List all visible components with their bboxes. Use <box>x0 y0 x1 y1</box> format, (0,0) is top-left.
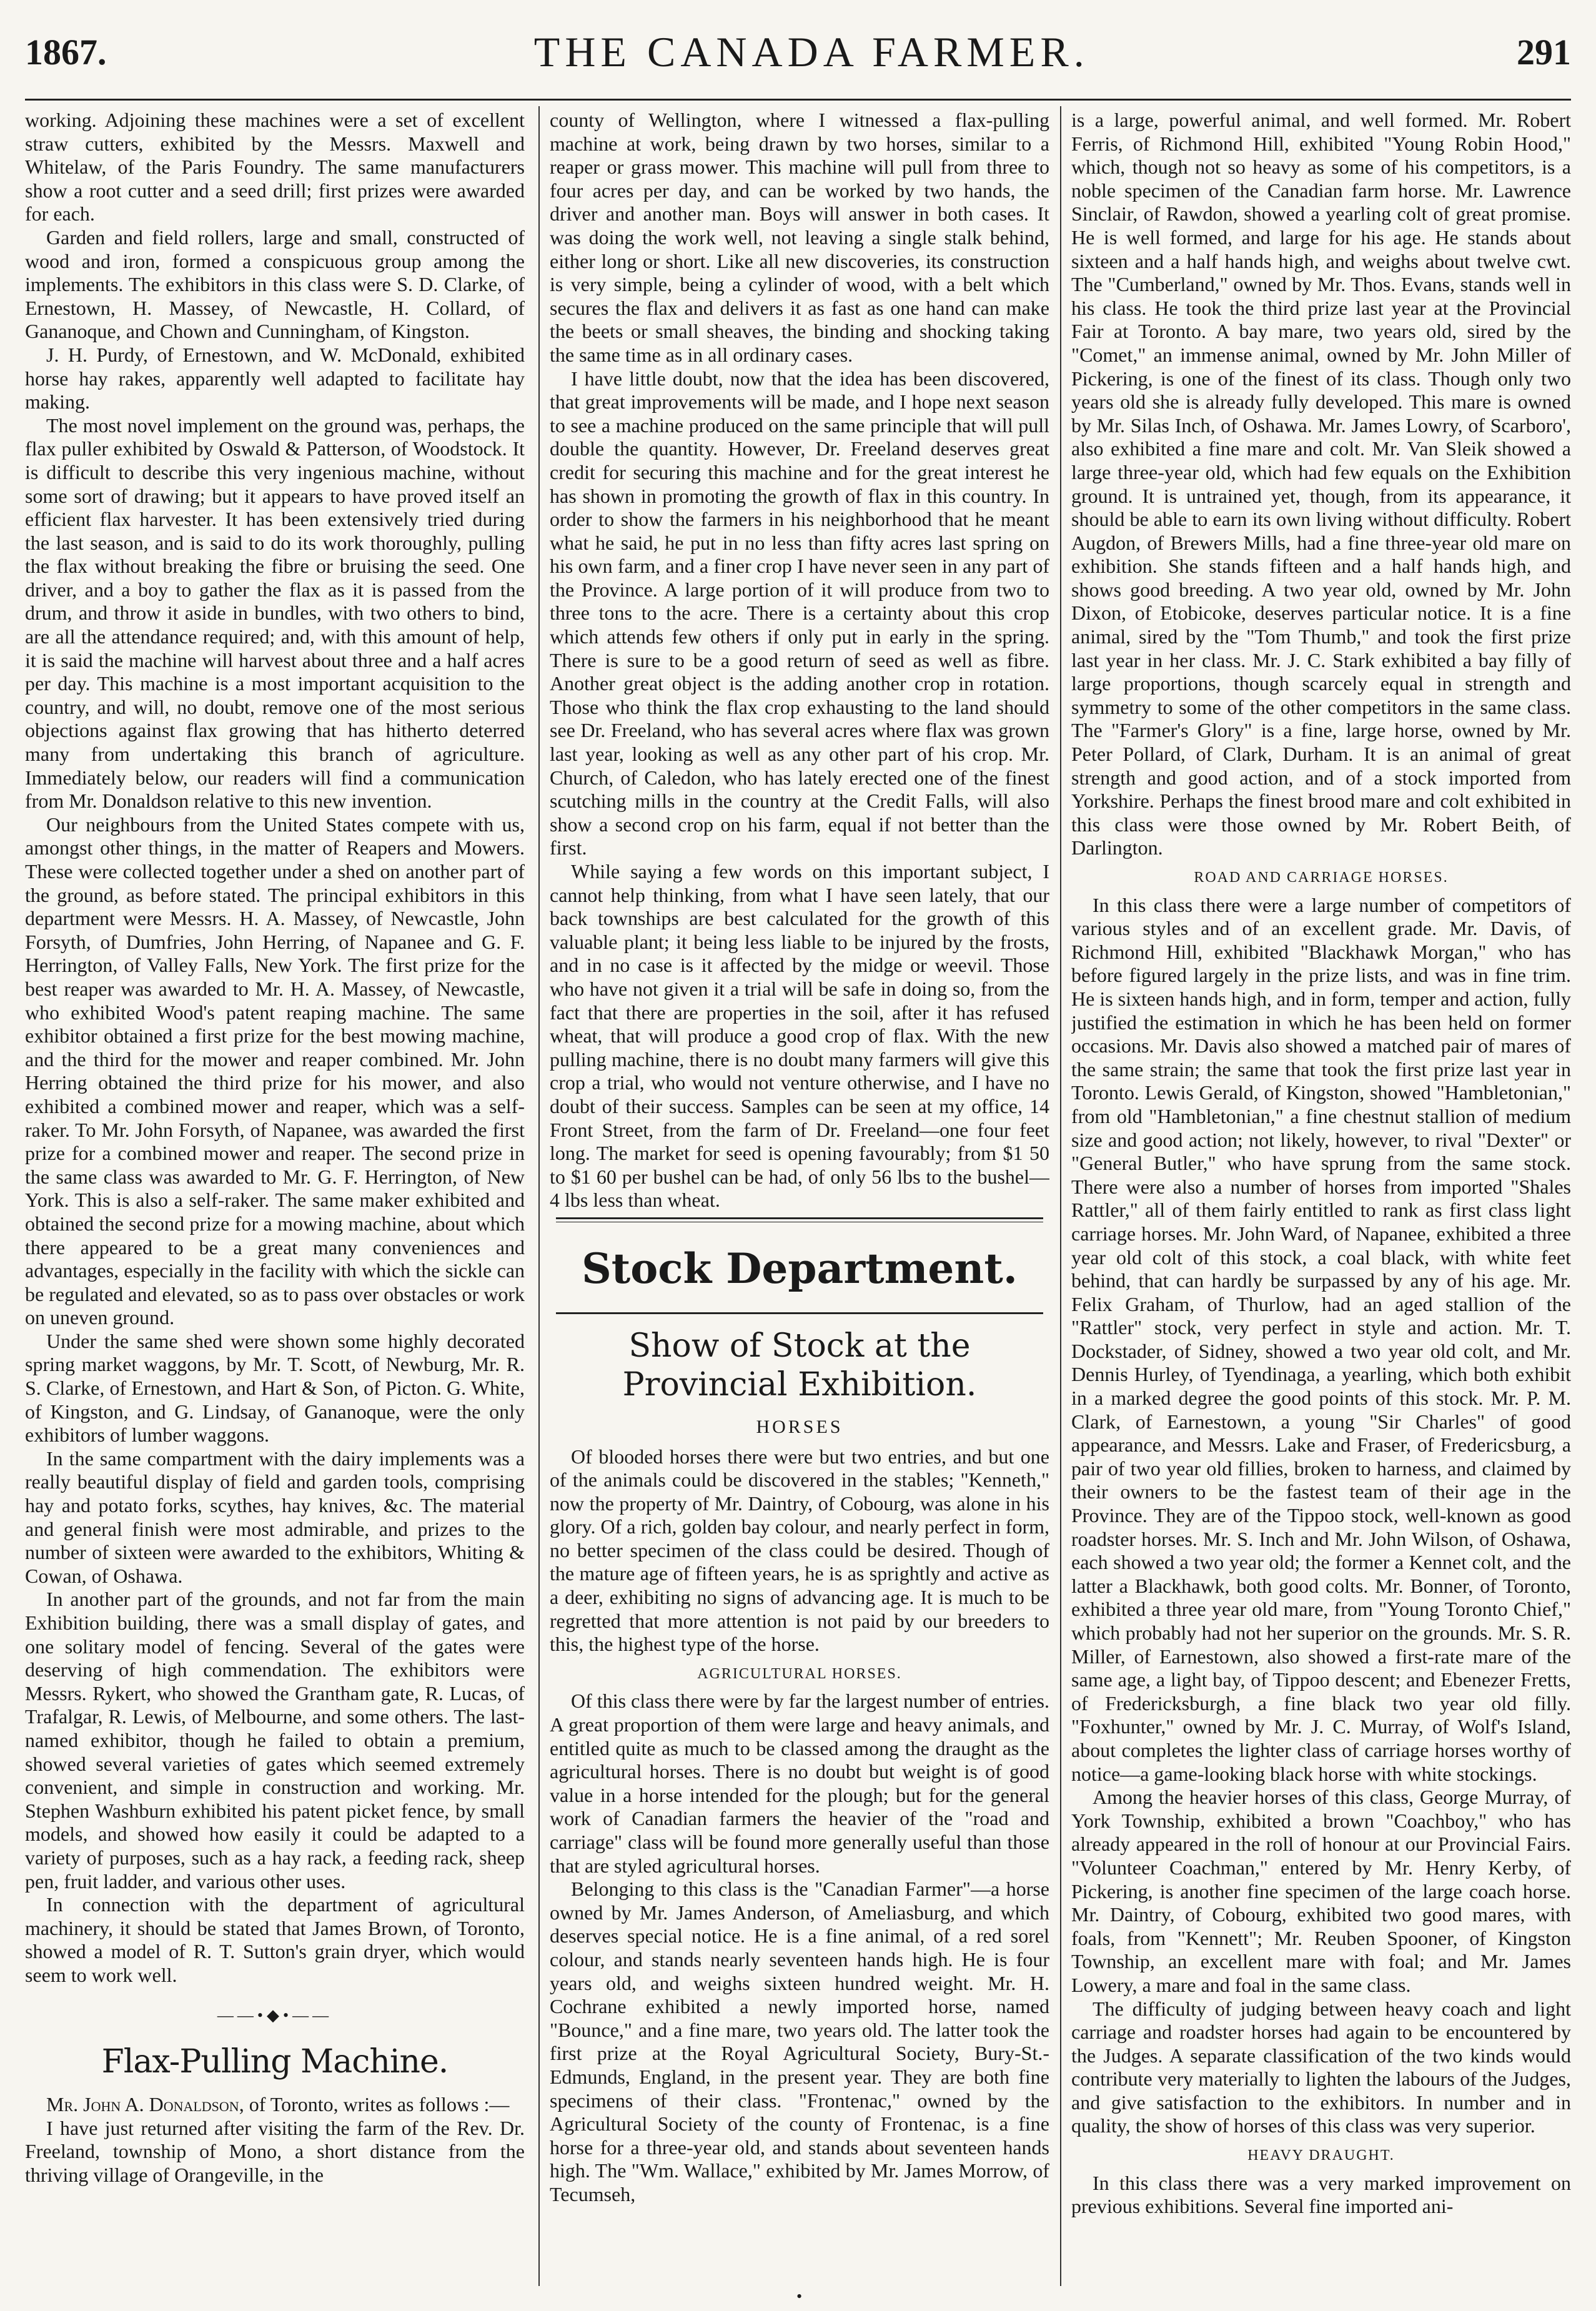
paragraph: The most novel implement on the ground was, perhaps, the flax puller exhibited by Oswald & Patterson, of Woodstock. It is difficult to describe this very ingenious machine, without some sort of drawing; but it appears to have proved itself an efficient flax harvester. It has been extensively tried during the last season, and is said to do its work thoroughly, pulling the flax without breaking the fibre or bruising the seed. One driver, and a boy to gather the flax as it is passed from the drum, and throw it aside in bundles, with two others to bind, are all the attendance required; and, with this amount of help, it is said the machine will harvest about three and a half acres per day. This machine is a most important acquisition to the country, and will, no doubt, remove one of the most serious objections against flax growing that has hitherto deterred many from undertaking this branch of agriculture. Immediately below, our readers will find a communication from Mr. Donaldson relative to this new invention. <box>25 413 525 813</box>
paragraph: In this class there were a large number of competitors of various styles and of an excellent grade. Mr. Davis, of Richmond Hill, exhibited "Blackhawk Morgan," who has before figured largely in the prize lists, and was in fine trim. He is sixteen hands high, and in form, temper and action, fully justified the estimation in which he has been held on former occasions. Mr. Davis also showed a matched pair of mares of the same strain; the same that took the first prize last year in Toronto. Lewis Gerald, of Kingston, showed "Hambletonian," from old "Hambletonian," a fine chestnut stallion of medium size and good action; not likely, however, to rival "Dexter" or "General Butler," who have sprung from the same stock. There were also a number of horses from imported "Shales Rattler," all of them fairly entitled to rank as first class light carriage horses. Mr. John Ward, of Napanee, exhibited a three year old colt of this stock, a coal black, with white feet behind, that can hardly be surpassed by any of his age. Mr. Felix Graham, of Thurlow, had an aged stallion of the "Rattler" stock, very perfect in style and action. Mr. T. Dockstader, of Sidney, showed a two year old colt, and Mr. Dennis Hurley, of Tyendinaga, a yearling, which both exhibit in a marked degree the good points of this stock. Mr. P. M. Clark, of Earnestown, a young "Sir Charles" of good appearance, and Messrs. Lake and Fraser, of Fredericsburg, a pair of two year old fillies, broken to harness, and claimed by their owners to be the fastest team of their age in the Province. They are of the Tippoo stock, well-known as good roadster horses. Mr. S. Inch and Mr. John Wilson, of Oshawa, each showed a two year old; the former a Kennet colt, and the latter a Blackhawk, both good colts. Mr. Bonner, of Toronto, exhibited a three year old mare, from "Young Toronto Chief," which probably had not her superior on the grounds. Mr. S. R. Miller, of Earnestown, also showed a first-rate mare of the same age, a light bay, of Tippoo descent; and Ebenezer Fretts, of Fredericksburgh, a fine black two year old filly. "Foxhunter," owned by Mr. J. C. Murray, of Wolf's Island, about completes the lighter class of carriage horses worthy of notice—a game-looking black horse with white stockings. <box>1071 893 1571 1785</box>
paragraph: J. H. Purdy, of Ernestown, and W. McDonald, exhibited horse hay rakes, apparently well adapted to facilitate hay making. <box>25 343 525 413</box>
paragraph: Of this class there were by far the largest number of entries. A great proportion of them were large and heavy animals, and entitled quite as much to be classed among the draught as the agricultural horses. There is no doubt but weight is of good value in a horse intended for the plough; but for the general work of Canadian farmers the heavier of the "road and carriage" class will be found more generally useful than those that are styled agricultural horses. <box>550 1690 1049 1877</box>
article-title: Flax-Pulling Machine. <box>101 2043 449 2081</box>
author-name: Mr. John A. Donaldson, <box>46 2093 244 2116</box>
section-ornament: ——•◆•—— <box>217 2006 333 2024</box>
footer-mark: • <box>796 2287 803 2305</box>
paragraph: In connection with the department of agricultural machinery, it should be stated that James Brown, of Toronto, showed a model of R. T. Sutton's grain dryer, which would seem to work well. <box>25 1893 525 1986</box>
subheading: AGRICULTURAL HORSES. <box>697 1665 902 1682</box>
paragraph: is a large, powerful animal, and well formed. Mr. Robert Ferris, of Richmond Hill, exhibited "Young Robin Hood," which, though not so heavy as some of his competitors, is a noble specimen of the Canadian farm horse. Mr. Lawrence Sinclair, of Rawdon, showed a yearling colt of great promise. He is well formed, and large for his age. He stands about sixteen and a half hands high, and weighs about twelve cwt. The "Cumberland," owned by Mr. Thos. Evans, stands well in his class. He took the third prize last year at the Provincial Fair at Toronto. A bay mare, two years old, sired by the "Comet," an immense animal, owned by Mr. John Miller of Pickering, is one of the finest of its class. Though only two years old she is already fully developed. This mare is owned by Mr. Silas Inch, of Oshawa. Mr. James Lowry, of Scarboro', also exhibited a fine mare and colt. Mr. Van Sleik showed a large three-year old, which had few equals on the Exhibition ground. It is untrained yet, though, from its appearance, it should be able to earn its own living without difficulty. Robert Augdon, of Brewers Mills, had a fine three-year old mare on exhibition. She stands fifteen and a half hands high, and shows good breeding. A two year old, owned by Mr. John Dixon, of Etobicoke, deserves particular notice. It is a fine animal, sired by the "Tom Thumb," and took the first prize last year in her class. Mr. J. C. Stark exhibited a bay filly of large proportions, though scarcely equal in strength and symmetry to some of the other competitors in the same class. The "Farmer's Glory" is a fine, large horse, owned by Mr. Peter Pollard, of Clark, Durham. It is an animal of great strength and good action, and of a stock imported from Yorkshire. Perhaps the finest brood mare and colt exhibited in this class were those owned by Mr. Robert Beith, of Darlington. <box>1071 109 1571 859</box>
page-number: 291 <box>1516 31 1571 72</box>
paragraph: county of Wellington, where I witnessed a flax-pulling machine at work, being drawn by two horses, similar to a reaper or grass mower. This machine will pull from three to four acres per day, and can be worked by two hands, the driver and another man. Boys will answer in both cases. It was doing the work well, not leaving a single stalk behind, either long or short. Like all new discoveries, its construction is very simple, being a cylinder of wood, with a belt which secures the flax and delivers it as fast as one hand can make the beets or small sheaves, the binding and shocking taking the same time as in all ordinary cases. <box>550 109 1049 366</box>
paragraph: working. Adjoining these machines were a set of excellent straw cutters, exhibited by the Messrs. Maxwell and Whitelaw, of the Paris Foundry. The same manufacturers show a root cutter and a seed drill; first prizes were awarded for each. <box>25 109 525 225</box>
intro-text: of Toronto, writes as follows :— <box>244 2093 510 2116</box>
paragraph: While saying a few words on this important subject, I cannot help thinking, from what I have seen lately, that our back townships are best calculated for the growth of this valuable plant; it being less liable to be injured by the frosts, and in no case is it affected by the midge or weevil. Those who have not given it a trial will be safe in doing so, from the fact that there are properties in the soil, after it has refused wheat, that will produce a good crop of flax. With the new pulling machine, there is no doubt many farmers will give this crop a trial, who would not venture otherwise, and I have no doubt of their success. Samples can be seen at my office, 14 Front Street, from the farm of Dr. Freeland—one four feet long. The market for seed is opening favourably; from $1 50 to $1 60 per bushel can be had, of only 56 lbs to the bushel—4 lbs less than wheat. <box>550 860 1049 1212</box>
masthead-title: THE CANADA FARMER. <box>533 27 1089 76</box>
paragraph: I have little doubt, now that the idea has been discovered, that great improvements will be made, and I hope next season to see a machine produced on the same principle that will pull double the quantity. However, Dr. Freeland deserves great credit for securing this machine and for the great interest he has shown in promoting the growth of flax in this country. In order to show the farmers in his neighborhood that he meant what he said, he put in no less than fifty acres last spring on his own farm, and a finer crop I have never seen in any part of the Province. A large portion of it will produce from two to three tons to the acre. There is a certainty about this crop which attends few others if only put in early in the spring. There is sure to be a good return of seed as well as fibre. Another great object is the adding another crop in rotation. Those who think the flax crop exhausting to the land should see Dr. Freeland, who has several acres where flax was grown last year, looking as well as any other part of his crop. Mr. Church, of Caledon, who has lately erected one of the finest scutching mills in the country at the Credit Falls, will also show a second crop on his farm, equal if not better than the first. <box>550 367 1049 859</box>
paragraph: Under the same shed were shown some highly decorated spring market waggons, by Mr. T. Scott, of Newburg, Mr. R. S. Clarke, of Ernestown, and Hart & Son, of Picton. G. White, of Kingston, and G. Lindsay, of Gananoque, were the only exhibitors of lumber waggons. <box>25 1329 525 1447</box>
column-divider <box>1060 106 1061 2286</box>
paragraph: Garden and field rollers, large and small, constructed of wood and iron, formed a conspicuous group among the implements. The exhibitors in this class were S. D. Clarke, of Ernestown, H. Massey, of Newcastle, H. Collard, of Gananoque, and Chown and Cunningham, of Kingston. <box>25 225 525 343</box>
page-header <box>25 17 1571 86</box>
paragraph: Among the heavier horses of this class, George Murray, of York Township, exhibited a brown "Coachboy," who has already appeared in the roll of honour at our Provincial Fairs. "Volunteer Coachman," entered by Mr. Henry Kerby, of Pickering, is another fine specimen of the large coach horse. Mr. Daintry, of Cobourg, exhibited two good mares, with foals, from "Kennett"; Mr. Reuben Spooner, of Kingston Township, an excellent mare with foal; and Mr. James Lowery, a mare and foal in the same class. <box>1071 1786 1571 1996</box>
column-2 <box>550 109 1049 2282</box>
paragraph: The difficulty of judging between heavy coach and light carriage and roadster horses had again to be encountered by the Judges. A separate classification of the two kinds would contribute very materially to lighten the labours of the Judges, and give satisfaction to the exhibitors. In number and in quality, the show of horses of this class was very superior. <box>1071 1997 1571 2137</box>
paragraph: I have just returned after visiting the farm of the Rev. Dr. Freeland, township of Mono, a short distance from the thriving village of Orangeville, in the <box>25 2116 525 2186</box>
subheading: ROAD AND CARRIAGE HORSES. <box>1194 869 1449 886</box>
header-rule <box>25 99 1571 101</box>
column-1 <box>25 109 525 2282</box>
paragraph: Our neighbours from the United States compete with us, amongst other things, in the matter of Reapers and Mowers. These were collected together under a shed on another part of the ground, as before stated. The principal exhibitors in this department were Messrs. H. A. Massey, of Newcastle, John Forsyth, of Dumfries, John Herring, of Napanee and G. F. Herrington, of Valley Falls, New York. The first prize for the best reaper was awarded to Mr. H. A. Massey, of Newcastle, who exhibited Wood's patent reaping machine. The same exhibitor obtained a first prize for the best mowing machine, and the third for the mower and reaper combined. Mr. John Herring obtained the third prize for his mower, and also exhibited a combined mower and reaper, which was a self-raker. To Mr. John Forsyth, of Napanee, was awarded the first prize for a combined mower and reaper. The second prize in the same class was awarded to Mr. G. F. Herrington, of New York. This is also a self-raker. The same maker exhibited and obtained the second prize for a mowing machine, about which there appeared to be a great many conveniences and advantages, especially in the facility with which the sickle can be regulated and elevated, so as to pass over obstacles or work on uneven ground. <box>25 813 525 1329</box>
header-year: 1867. <box>25 31 107 72</box>
paragraph: In the same compartment with the dairy implements was a really beautiful display of field and garden tools, comprising hay and potato forks, scythes, hay knives, &c. The material and general finish were most admirable, and prizes to the number of sixteen were awarded to the exhibitors, Whiting & Cowan, of Oshawa. <box>25 1447 525 1587</box>
paragraph: Of blooded horses there were but two entries, and but one of the animals could be discovered in the stables; "Kenneth," now the property of Mr. Daintry, of Cobourg, was alone in his glory. Of a rich, golden bay colour, and nearly perfect in form, no better specimen of the class could be desired. Though of the mature age of fifteen years, he is as sprightly and active as a deer, exhibiting no signs of advancing age. It is much to be regretted that more attention is not paid by our breeders to this, the highest type of the horse. <box>550 1445 1049 1656</box>
department-rule <box>556 1217 1043 1219</box>
article-title: Show of Stock at the Provincial Exhibition. <box>622 1327 977 1403</box>
paragraph: In this class there was a very marked improvement on previous exhibitions. Several fine imported ani- <box>1071 2171 1571 2218</box>
subheading: HEAVY DRAUGHT. <box>1247 2147 1395 2164</box>
department-title: Stock Department. <box>582 1244 1018 1293</box>
column-divider <box>538 106 540 2286</box>
paragraph: Belonging to this class is the "Canadian Farmer"—a horse owned by Mr. James Anderson, of Ameliasburg, and which deserves special notice. He is a fine animal, of a red sorel colour, and stands nearly seventeen hands high. He is four years old, and weighs sixteen hundred weight. Mr. H. Cochrane exhibited a newly imported horse, named "Bounce," and a fine mare, two years old. The latter took the first prize at the Royal Agricultural Society, Bury-St.-Edmunds, England, in the present year. They are both fine specimens of their class. "Frontenac," owned by the Agricultural Society of the county of Frontenac, is a fine horse for a three-year old, and stands about seventeen hands high. The "Wm. Wallace," exhibited by Mr. James Morrow, of Tecumseh, <box>550 1878 1049 2205</box>
department-rule <box>556 1312 1043 1314</box>
section-heading: HORSES <box>756 1416 843 1437</box>
letter-intro <box>25 2093 525 2117</box>
paragraph: In another part of the grounds, and not far from the main Exhibition building, there was a small display of gates, and one solitary model of fencing. Several of the gates were deserving of high commendation. The exhibitors were Messrs. Rykert, who showed the Grantham gate, R. Lucas, of Trafalgar, R. Lewis, of Melbourne, and some others. The last-named exhibitor, though he failed to obtain a premium, showed several varieties of gates which seemed extremely convenient, and simple in construction and working. Mr. Stephen Washburn exhibited his patent picket fence, by small models, and showed how easily it could be adapted to a variety of purposes, such as a hay rack, a feeding rack, sheep pen, fruit ladder, and various other uses. <box>25 1588 525 1893</box>
column-3 <box>1071 109 1571 2282</box>
